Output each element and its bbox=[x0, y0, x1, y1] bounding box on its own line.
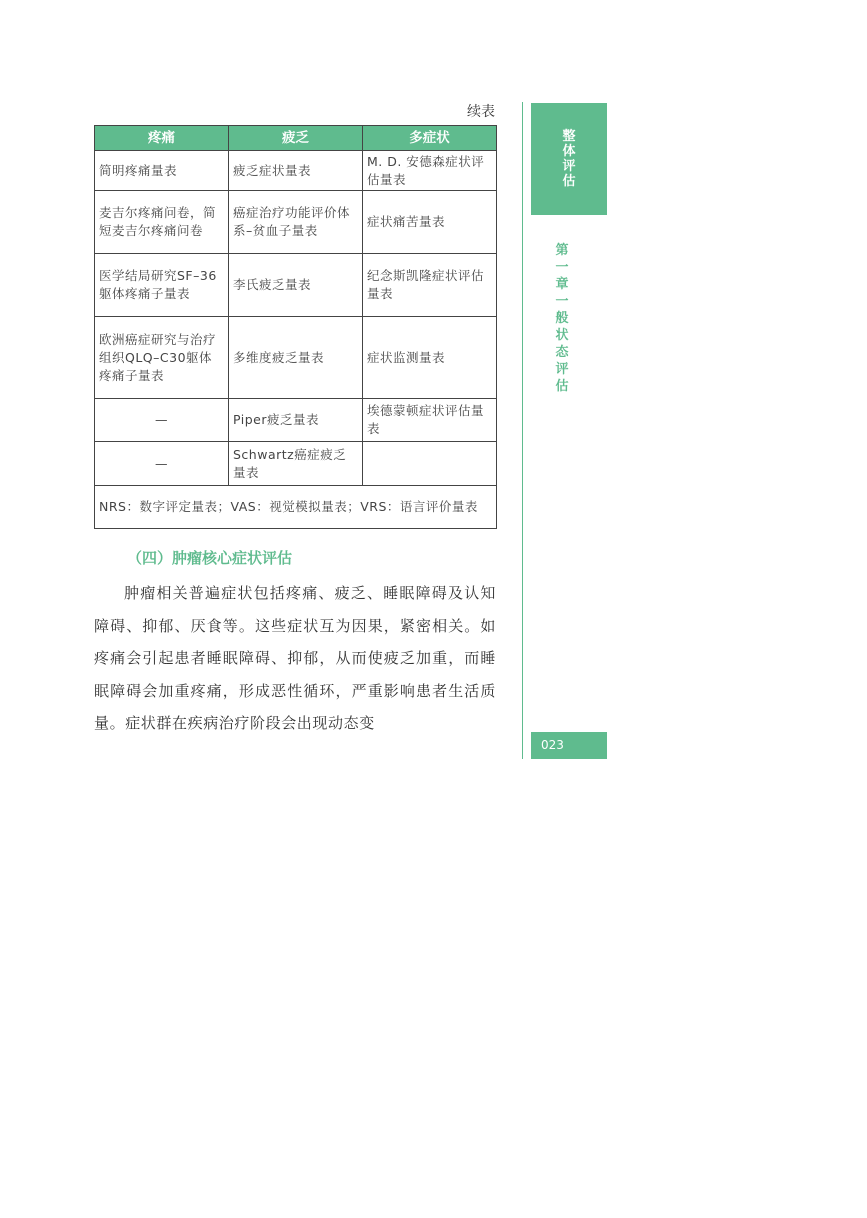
table-cell: Piper疲乏量表 bbox=[229, 399, 363, 442]
body-paragraph: 肿瘤相关普遍症状包括疼痛、疲乏、睡眠障碍及认知障碍、抑郁、厌食等。这些症状互为因果，紧密相关。如疼痛会引起患者睡眠障碍、抑郁，从而使疲乏加重，而睡眠障碍会加重疼痛，形成恶性循环，严重影响患者生活质量。症状群在疾病治疗阶段会出现动态变 bbox=[94, 584, 496, 732]
table-footnote: NRS：数字评定量表；VAS：视觉模拟量表；VRS：语言评价量表 bbox=[95, 486, 497, 529]
table-cell: 李氏疲乏量表 bbox=[229, 254, 363, 317]
assessment-scale-table bbox=[94, 125, 497, 529]
table-cell: 纪念斯凯隆症状评估量表 bbox=[363, 254, 497, 317]
table-cell: 麦吉尔疼痛问卷，简短麦吉尔疼痛问卷 bbox=[95, 191, 229, 254]
table-cell: 埃德蒙顿症状评估量表 bbox=[363, 399, 497, 442]
table-header-row bbox=[95, 126, 497, 151]
table-cell: 简明疼痛量表 bbox=[95, 151, 229, 191]
table-footnote-row bbox=[95, 486, 497, 529]
table-cell: 医学结局研究SF–36躯体疼痛子量表 bbox=[95, 254, 229, 317]
column-header-multi-symptom: 多症状 bbox=[363, 126, 497, 151]
table-cell: 欧洲癌症研究与治疗组织QLQ–C30躯体疼痛子量表 bbox=[95, 317, 229, 399]
table-row bbox=[95, 191, 497, 254]
column-header-pain: 疼痛 bbox=[95, 126, 229, 151]
table-row bbox=[95, 399, 497, 442]
column-header-fatigue: 疲乏 bbox=[229, 126, 363, 151]
table-cell: 症状监测量表 bbox=[363, 317, 497, 399]
table-row bbox=[95, 442, 497, 486]
table-cell: — bbox=[95, 399, 229, 442]
table-row bbox=[95, 254, 497, 317]
table-row bbox=[95, 317, 497, 399]
table-cell: 多维度疲乏量表 bbox=[229, 317, 363, 399]
table-cell: 症状痛苦量表 bbox=[363, 191, 497, 254]
table-cell: 疲乏症状量表 bbox=[229, 151, 363, 191]
margin-divider bbox=[522, 102, 523, 759]
table-row bbox=[95, 151, 497, 191]
section-tab bbox=[531, 103, 607, 215]
section-tab-label: 整体评估 bbox=[562, 129, 576, 189]
table-cell bbox=[363, 442, 497, 486]
table-cell: — bbox=[95, 442, 229, 486]
table-cell: Schwartz癌症疲乏量表 bbox=[229, 442, 363, 486]
chapter-title-vertical: 第一章 一般状态评估 bbox=[555, 243, 569, 394]
table-cell: M. D. 安德森症状评估量表 bbox=[363, 151, 497, 191]
section-heading: （四）肿瘤核心症状评估 bbox=[127, 549, 293, 567]
table-continued-label: 续表 bbox=[467, 104, 495, 120]
page-number: 023 bbox=[531, 732, 607, 759]
table-cell: 癌症治疗功能评价体系–贫血子量表 bbox=[229, 191, 363, 254]
